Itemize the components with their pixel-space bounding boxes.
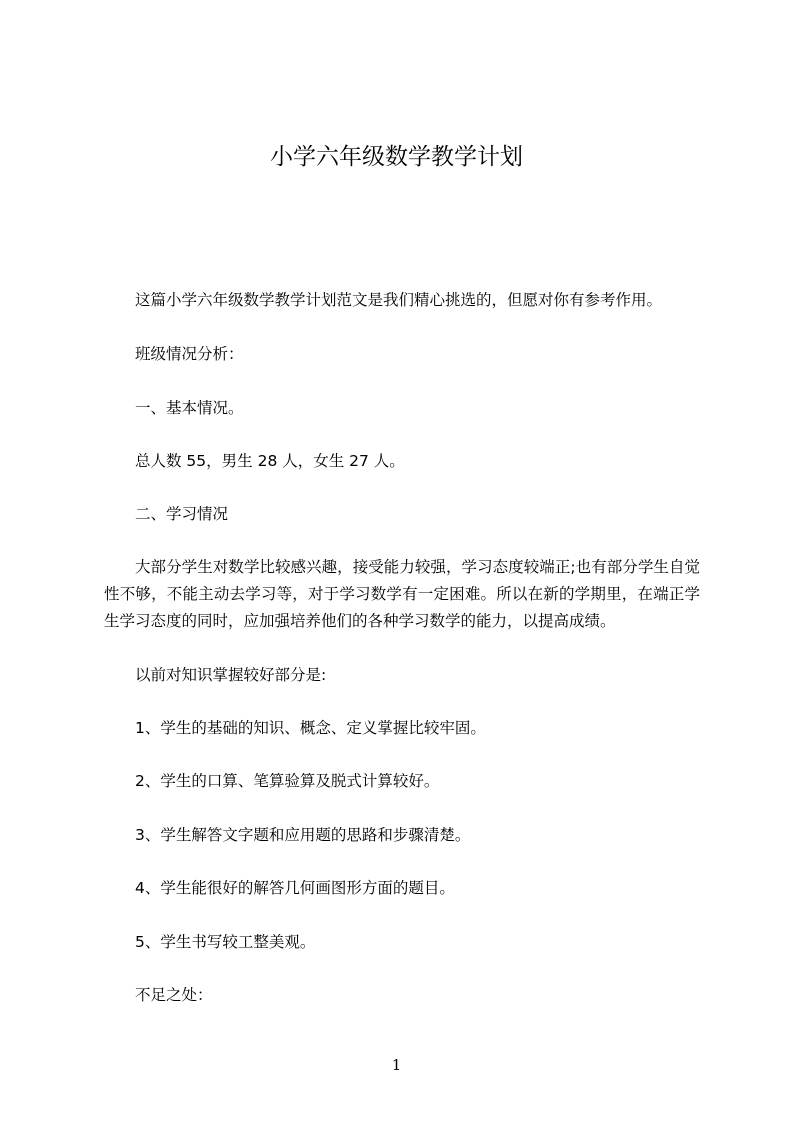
paragraph-intro: 这篇小学六年级数学教学计划范文是我们精心挑选的，但愿对你有参考作用。 bbox=[135, 291, 663, 309]
paragraph-strengths-heading: 以前对知识掌握较好部分是: bbox=[135, 666, 327, 684]
paragraph-weaknesses-heading: 不足之处： bbox=[135, 986, 213, 1004]
page-number: 1 bbox=[391, 1056, 402, 1074]
list-item-3: 3、学生解答文字题和应用题的思路和步骤清楚。 bbox=[135, 826, 471, 844]
paragraph-class-analysis: 班级情况分析： bbox=[135, 345, 244, 363]
paragraph-basic-heading: 一、基本情况。 bbox=[135, 399, 244, 417]
list-item-2: 2、学生的口算、笔算验算及脱式计算较好。 bbox=[135, 772, 440, 790]
paragraph-study-detail: 大部分学生对数学比较感兴趣，接受能力较强，学习态度较端正;也有部分学生自觉性不够，不能主动去学习等，对于学习数学有一定困难。所以在新的学期里，在端正学生学习态度的同时，应加强培养他们的各种学习数学的能力，以提高成绩。 bbox=[104, 558, 700, 630]
list-item-1: 1、学生的基础的知识、概念、定义掌握比较牢固。 bbox=[135, 719, 486, 737]
document-title: 小学六年级数学教学计划 bbox=[270, 144, 523, 170]
paragraph-student-count: 总人数 55，男生 28 人，女生 27 人。 bbox=[135, 452, 405, 470]
list-item-4: 4、学生能很好的解答几何画图形方面的题目。 bbox=[135, 879, 455, 897]
list-item-5: 5、学生书写较工整美观。 bbox=[135, 933, 316, 951]
paragraph-study-heading: 二、学习情况 bbox=[135, 505, 229, 523]
